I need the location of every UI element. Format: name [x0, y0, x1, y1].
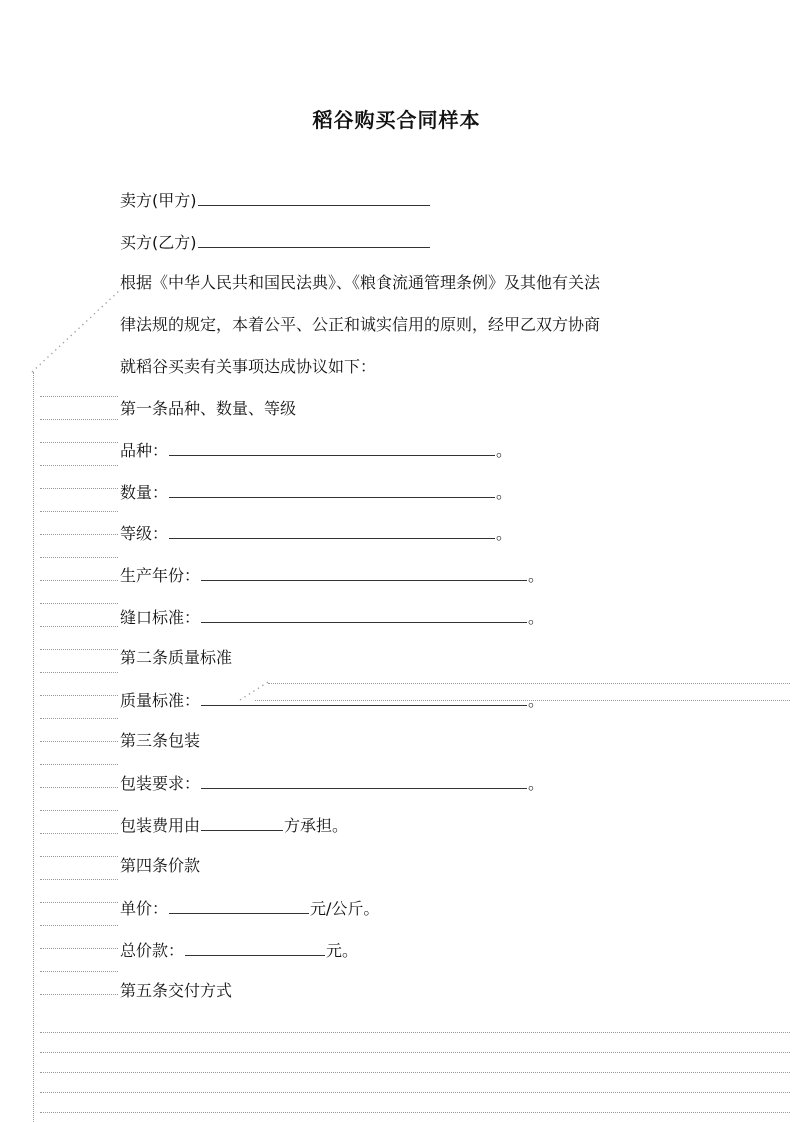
total-price-unit: 元。: [326, 941, 359, 960]
total-price-label: 总价款：: [120, 941, 185, 960]
variety-blank[interactable]: [169, 440, 495, 456]
dotted-row: [40, 810, 118, 811]
dotted-row: [40, 488, 118, 489]
year-end: 。: [528, 566, 545, 585]
dotted-row: [40, 1092, 790, 1093]
quality-line: [120, 690, 544, 711]
total-price-line: [120, 940, 358, 961]
year-label: 生产年份：: [120, 566, 201, 585]
quality-end: 。: [528, 691, 545, 710]
total-price-blank[interactable]: [185, 940, 325, 956]
article2-heading: 第二条质量标准: [120, 648, 233, 667]
dotted-row: [40, 603, 118, 604]
dotted-row: [40, 971, 118, 972]
dotted-row: [40, 856, 118, 857]
dotted-row: [40, 695, 118, 696]
packaging-fee-blank[interactable]: [201, 815, 283, 831]
unit-price-blank[interactable]: [169, 898, 309, 914]
packaging-req-line: [120, 773, 544, 794]
dotted-row: [40, 511, 118, 512]
packaging-req-blank[interactable]: [201, 773, 527, 789]
year-line: [120, 565, 544, 586]
sewing-blank[interactable]: [201, 607, 527, 623]
dotted-row: [268, 683, 790, 684]
grade-end: 。: [496, 524, 513, 543]
quantity-blank[interactable]: [169, 482, 495, 498]
variety-label: 品种：: [120, 441, 169, 460]
preamble-line-1: 根据《中华人民共和国民法典》、《粮食流通管理条例》及其他有关法: [120, 273, 601, 292]
dotted-row: [40, 1112, 790, 1113]
dotted-row: [40, 1072, 790, 1073]
packaging-fee-prefix: 包装费用由: [120, 816, 201, 835]
dotted-row: [40, 1032, 790, 1033]
dotted-left-border: [33, 372, 34, 1122]
unit-price-line: [120, 898, 379, 919]
dotted-row: [40, 649, 118, 650]
seller-line: [120, 190, 431, 211]
sewing-label: 缝口标准：: [120, 608, 201, 627]
quality-label: 质量标准：: [120, 691, 201, 710]
variety-line: [120, 440, 512, 461]
preamble-line-2: 律法规的规定，本着公平、公正和诚实信用的原则，经甲乙双方协商: [120, 315, 601, 334]
buyer-line: [120, 232, 431, 253]
grade-label: 等级：: [120, 524, 169, 543]
dotted-row: [40, 626, 118, 627]
article4-heading: 第四条价款: [120, 856, 201, 875]
dotted-row: [40, 994, 118, 995]
packaging-fee-line: [120, 815, 348, 836]
quality-blank[interactable]: [201, 690, 527, 706]
grade-line: [120, 523, 512, 544]
unit-price-label: 单价：: [120, 899, 169, 918]
dotted-row: [40, 787, 118, 788]
dotted-row: [40, 580, 118, 581]
dotted-row: [40, 419, 118, 420]
dotted-row: [40, 764, 118, 765]
year-blank[interactable]: [201, 565, 527, 581]
dotted-row: [40, 442, 118, 443]
dotted-row: [40, 833, 118, 834]
dotted-row: [40, 672, 118, 673]
packaging-fee-suffix: 方承担。: [284, 816, 349, 835]
dotted-row: [40, 534, 118, 535]
grade-blank[interactable]: [169, 523, 495, 539]
seller-blank[interactable]: [198, 190, 430, 206]
dotted-row: [40, 948, 118, 949]
sewing-line: [120, 607, 544, 628]
buyer-label: 买方(乙方): [120, 233, 197, 252]
dotted-row: [40, 1052, 790, 1053]
buyer-blank[interactable]: [198, 232, 430, 248]
sewing-end: 。: [528, 608, 545, 627]
packaging-req-label: 包装要求：: [120, 774, 201, 793]
dotted-row: [40, 557, 118, 558]
dotted-row: [40, 902, 118, 903]
quantity-label: 数量：: [120, 483, 169, 502]
dotted-row: [40, 879, 118, 880]
packaging-req-end: 。: [528, 774, 545, 793]
quantity-end: 。: [496, 483, 513, 502]
seller-label: 卖方(甲方): [120, 191, 197, 210]
document-title: 稻谷购买合同样本: [312, 108, 481, 132]
dotted-row: [40, 718, 118, 719]
article1-heading: 第一条品种、数量、等级: [120, 399, 297, 418]
article5-heading: 第五条交付方式: [120, 981, 233, 1000]
dotted-row: [40, 465, 118, 466]
quantity-line: [120, 482, 512, 503]
preamble-line-3: 就稻谷买卖有关事项达成协议如下：: [120, 357, 377, 376]
variety-end: 。: [496, 441, 513, 460]
article3-heading: 第三条包装: [120, 731, 201, 750]
dotted-row: [40, 925, 118, 926]
unit-price-unit: 元/公斤。: [310, 899, 380, 918]
dotted-row: [40, 396, 118, 397]
dotted-row: [40, 741, 118, 742]
